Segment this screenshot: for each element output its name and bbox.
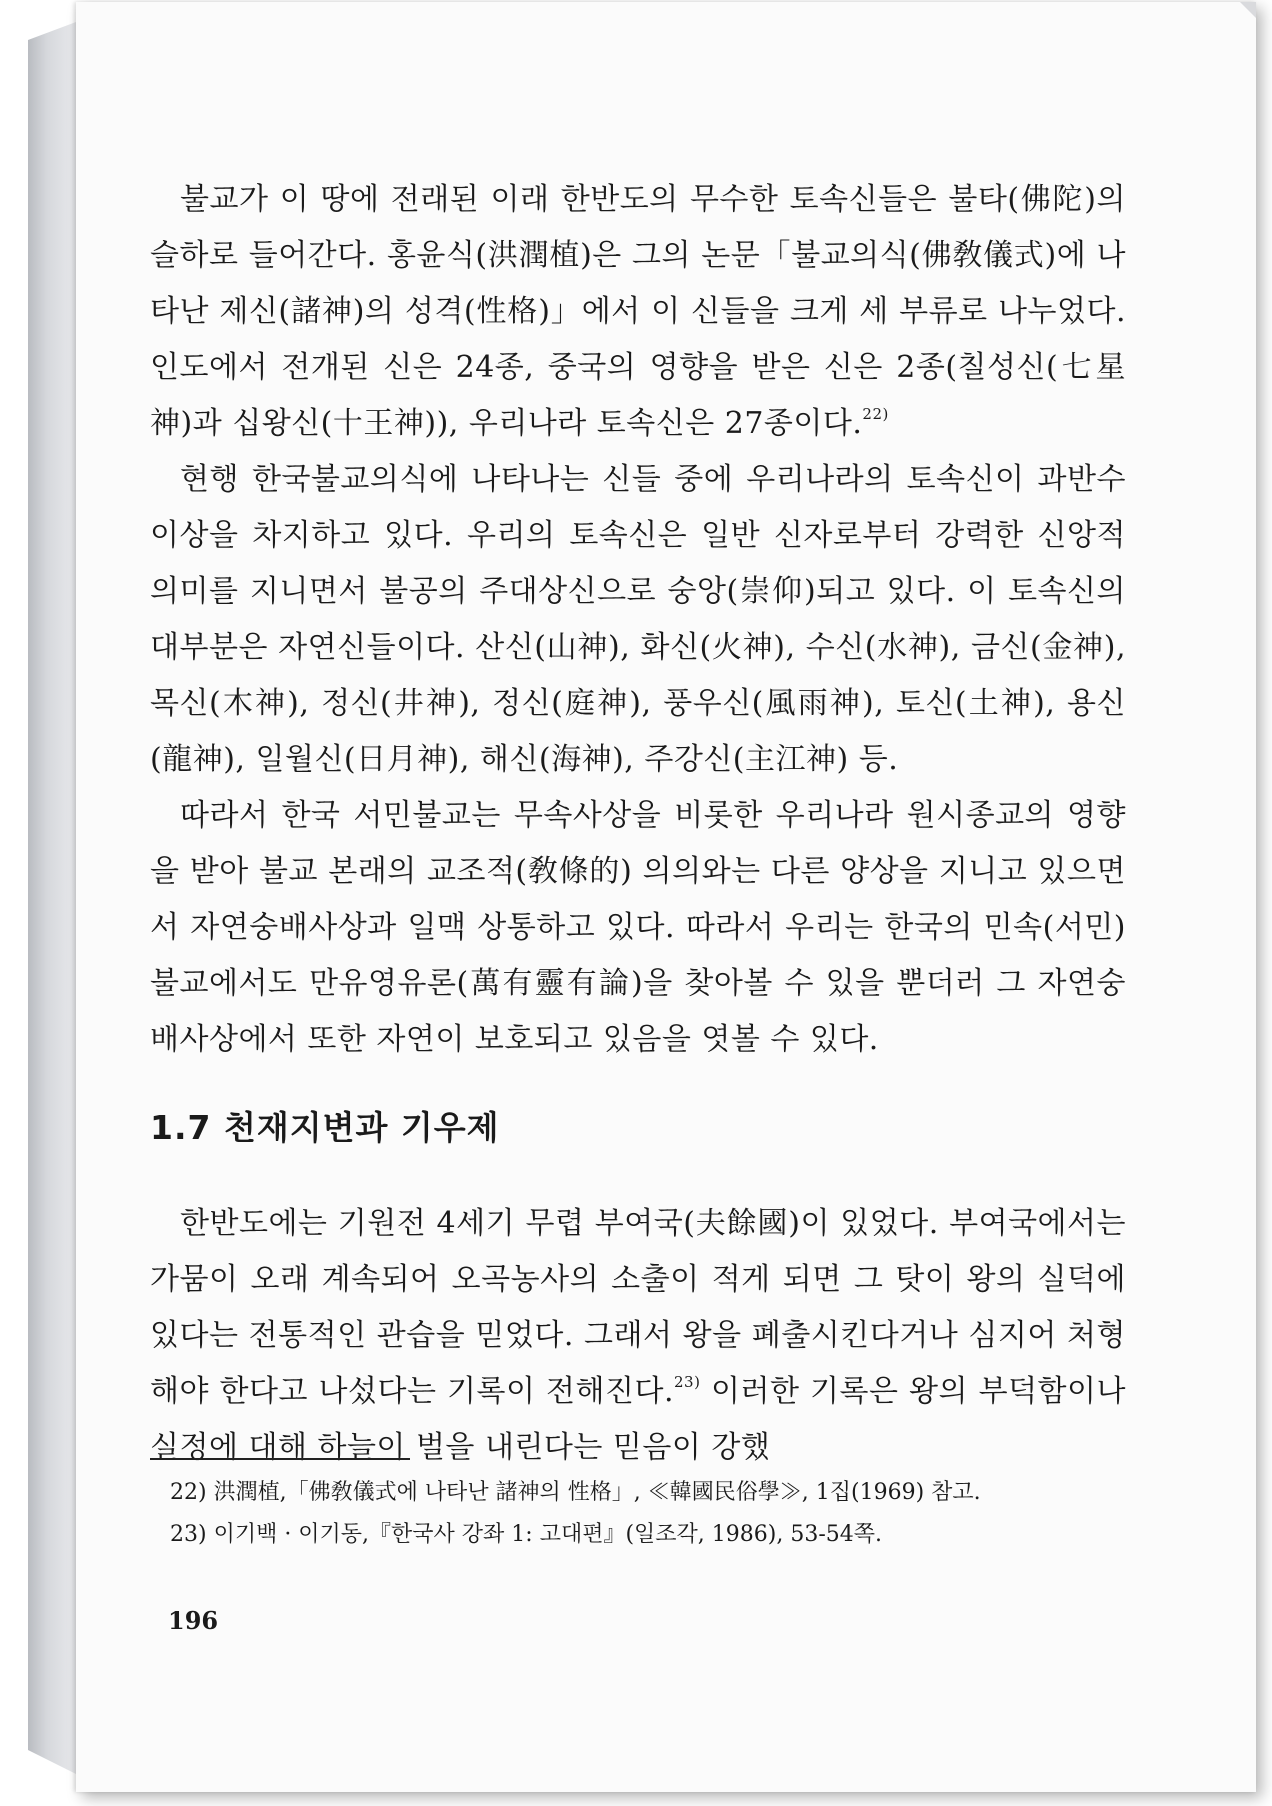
page-body xyxy=(150,172,1126,1476)
paragraph-1 xyxy=(150,172,1126,452)
section-title: 천재지변과 기우제 xyxy=(223,1108,500,1147)
footnote-ref-23[interactable]: 23) xyxy=(674,1373,701,1391)
paragraph-4-text-after: 이러한 기록은 왕의 부덕함이나 실정에 대해 하늘이 벌을 내린다는 믿음이 강했 xyxy=(150,1374,1126,1465)
section-number: 1.7 xyxy=(150,1108,212,1147)
footnotes xyxy=(170,1472,1130,1556)
footnote-22: 22) 洪潤植,「佛敎儀式에 나타난 諸神의 性格」, ≪韓國民俗學≫, 1집(1969) 참고. xyxy=(170,1480,981,1505)
paragraph-4-text-before: 한반도에는 기원전 4세기 무렵 부여국(夫餘國)이 있었다. 부여국에서는 가뭄이 오래 계속되어 오곡농사의 소출이 적게 되면 그 탓이 왕의 실덕에 있다는 전통적인 관습을 믿었다. 그래서 왕을 폐출시킨다거나 심지어 처형해야 한다고 나섰다는 기록이 전해진다. xyxy=(150,1206,1126,1409)
footnote-divider xyxy=(150,1458,410,1460)
paragraph-3: 따라서 한국 서민불교는 무속사상을 비롯한 우리나라 원시종교의 영향을 받아 불교 본래의 교조적(敎條的) 의의와는 다른 양상을 지니고 있으면서 자연숭배사상과 일맥 상통하고 있다. 따라서 우리는 한국의 민속(서민)불교에서도 만유영유론(萬有靈有論)을 찾아볼 수 있을 뿐더러 그 자연숭배사상에서 또한 자연이 보호되고 있음을 엿볼 수 있다. xyxy=(150,798,1127,1057)
paragraph-1-text: 불교가 이 땅에 전래된 이래 한반도의 무수한 토속신들은 불타(佛陀)의 슬하로 들어간다. 홍윤식(洪潤植)은 그의 논문「불교의식(佛敎儀式)에 나타난 제신(諸神)의 성격(性格)」에서 이 신들을 크게 세 부류로 나누었다. 인도에서 전개된 신은 24종, 중국의 영향을 받은 신은 2종(칠성신(七星神)과 십왕신(十王神)), 우리나라 토속신은 27종이다. xyxy=(150,182,1126,441)
paragraph-4 xyxy=(150,1196,1126,1476)
paragraph-2: 현행 한국불교의식에 나타나는 신들 중에 우리나라의 토속신이 과반수 이상을 차지하고 있다. 우리의 토속신은 일반 신자로부터 강력한 신앙적 의미를 지니면서 불공의 주대상신으로 숭앙(崇仰)되고 있다. 이 토속신의 대부분은 자연신들이다. 산신(山神), 화신(火神), 수신(水神), 금신(金神), 목신(木神), 정신(井神), 정신(庭神), 풍우신(風雨神), 토신(土神), 용신(龍神), 일월신(日月神), 해신(海神), 주강신(主江神) 등. xyxy=(150,462,1126,777)
page-corner xyxy=(1240,2,1256,18)
page-number: 196 xyxy=(168,1606,219,1635)
book-spine-edge xyxy=(28,22,76,1774)
footnote-ref-22[interactable]: 22) xyxy=(862,405,889,423)
footnote-23: 23) 이기백 · 이기동,『한국사 강좌 1: 고대편』(일조각, 1986), 53-54쪽. xyxy=(170,1522,883,1547)
section-heading xyxy=(150,1098,1126,1158)
